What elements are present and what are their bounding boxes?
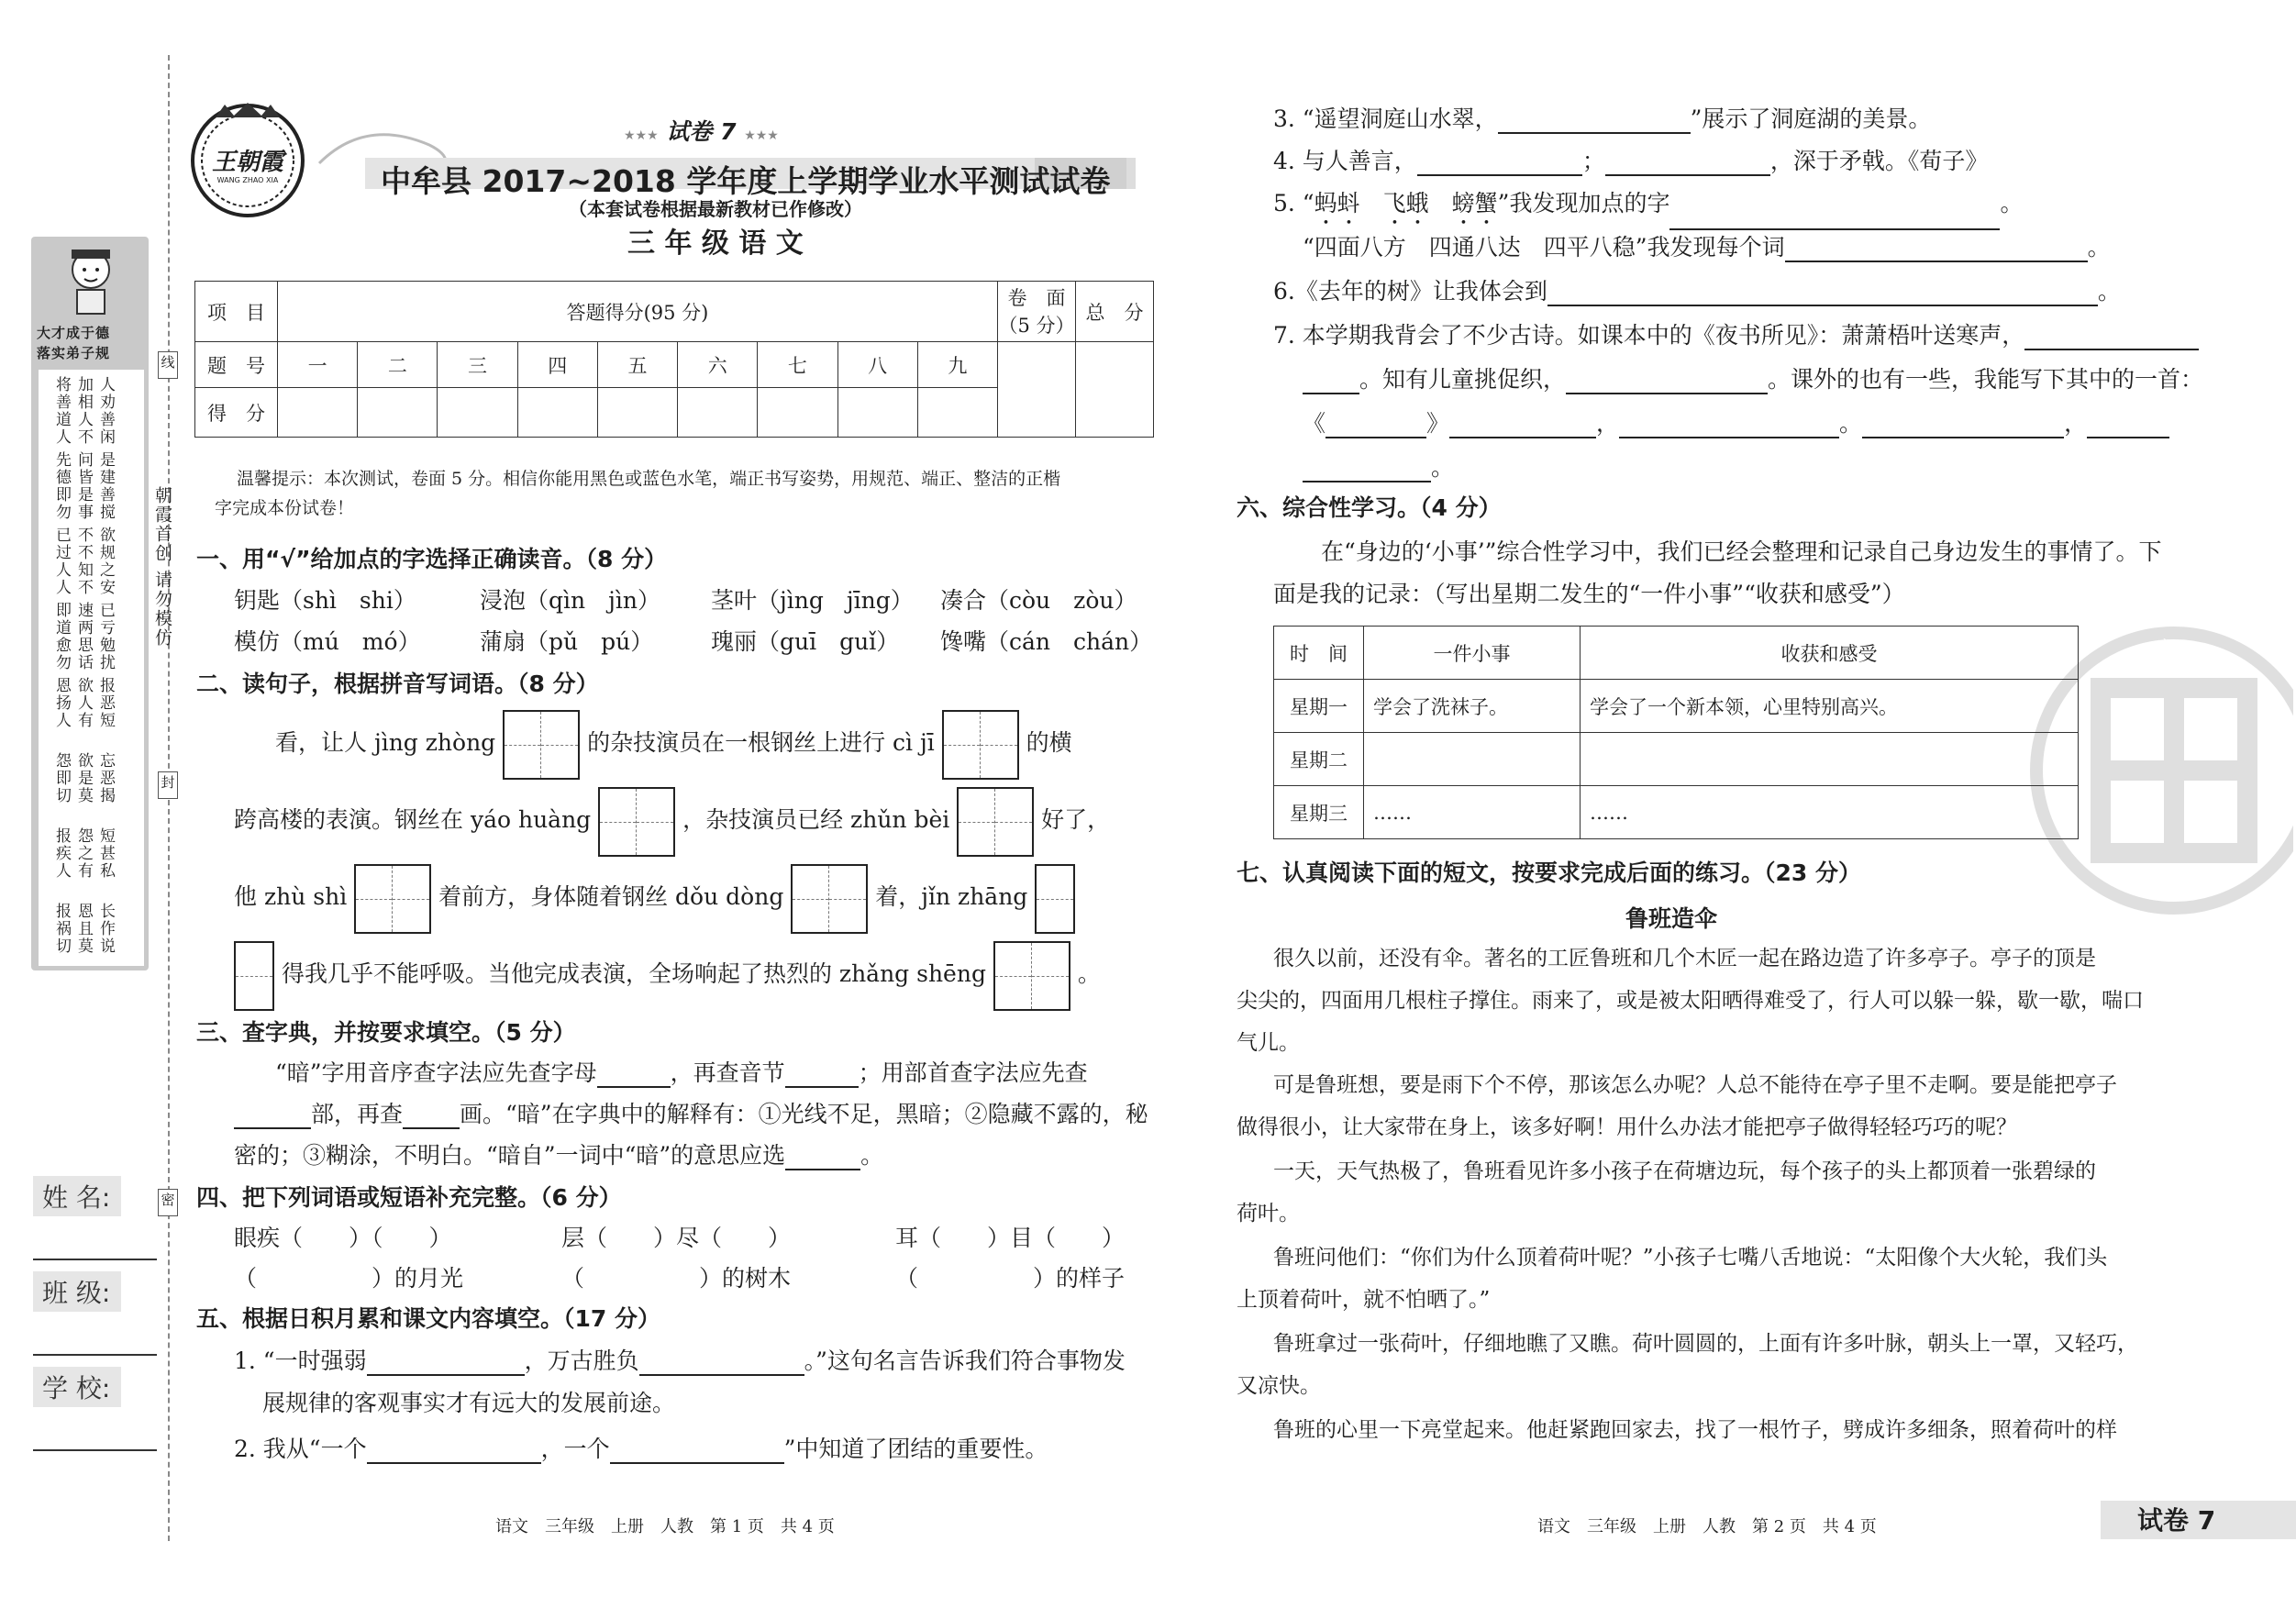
tian-grid[interactable] xyxy=(993,941,1070,1011)
score-table-neatness xyxy=(998,282,1076,342)
score-cell[interactable] xyxy=(597,388,677,438)
q4-title: 四、把下列词语或短语补充完整。（6 分） xyxy=(196,1184,622,1211)
q4-item[interactable]: 耳（ ）目（ ） xyxy=(895,1225,1126,1251)
q3-text: “暗”字用音序查字法应先查字母 xyxy=(275,1059,597,1086)
q5-text: 1. “一时强弱 xyxy=(234,1347,367,1374)
sidebar-verse-column: 怨即切 xyxy=(52,752,71,804)
neatness-score-cell[interactable] xyxy=(998,342,1076,438)
q1-title: 一、用“√”给加点的字选择正确读音。（8 分） xyxy=(196,546,668,572)
q2-line-3 xyxy=(234,862,1075,934)
neatness-label: 卷 面 xyxy=(1007,286,1066,309)
q3-text: 部，再查 xyxy=(311,1101,404,1127)
answer-blank[interactable] xyxy=(1449,415,1596,438)
r-item-4 xyxy=(1273,147,1988,176)
sidebar-verse-column: 欲人有 xyxy=(74,677,93,729)
article-line: 鲁班的心里一下亮堂起来。他赶紧跑回家去，找了一根竹子，劈成许多细条，照着荷叶的样 xyxy=(1273,1418,2117,1442)
qnum-6: 六 xyxy=(678,342,758,388)
r-text: 。 xyxy=(2000,190,2024,216)
article-line: 气儿。 xyxy=(1237,1031,1300,1055)
r-text: ，深于矛戟。《荀子》 xyxy=(1769,148,1989,174)
r-text: 6.《去年的树》让我体会到 xyxy=(1273,278,1547,305)
q4-item[interactable]: （ ）的月光 xyxy=(234,1265,464,1292)
tian-grid[interactable] xyxy=(957,787,1034,857)
sidebar-verse-column: 问皆是事 xyxy=(74,451,93,521)
exam-subject: 三 年 级 语 文 xyxy=(627,227,804,260)
article-title: 鲁班造伞 xyxy=(1625,905,1718,932)
q2-text: 好了， xyxy=(1041,806,1111,833)
sidebar-verse-column: 将善道人 xyxy=(52,376,71,446)
answer-blank[interactable] xyxy=(610,1440,784,1464)
field-class-label: 班 级: xyxy=(33,1271,121,1312)
q6-answer-cell[interactable] xyxy=(1581,733,2079,786)
bind-mark-3: 密 xyxy=(158,1189,178,1216)
answer-blank[interactable] xyxy=(1605,152,1770,176)
q2-title: 二、读句子，根据拼音写词语。（8 分） xyxy=(196,671,599,697)
r-item-7c xyxy=(1303,409,2169,438)
answer-blank[interactable] xyxy=(1303,371,1359,394)
q6-para-2: 面是我的记录：（写出星期二发生的“一件小事”“收获和感受”） xyxy=(1273,581,1905,607)
qnum-7: 七 xyxy=(758,342,837,388)
tian-grid[interactable] xyxy=(791,864,868,934)
score-cell[interactable] xyxy=(758,388,837,438)
field-class[interactable] xyxy=(33,1271,157,1356)
q6-cell: 星期三 xyxy=(1274,786,1364,839)
warm-tip-line-2: 字完成本份试卷！ xyxy=(215,498,355,518)
field-name-label: 姓 名: xyxy=(33,1176,121,1216)
q5-text: 。”这句名言告诉我们符合事物发 xyxy=(804,1347,1126,1374)
sidebar-verse-column: 已过人人 xyxy=(52,527,71,596)
sidebar-verse-column: 恩且莫 xyxy=(74,903,93,955)
tian-grid[interactable] xyxy=(1035,864,1075,934)
q3-text: ；用部首查字法应先查 xyxy=(858,1059,1088,1086)
r-item-7 xyxy=(1273,321,2199,350)
r-text: ”我发现加点的字 xyxy=(1497,190,1670,216)
q6-answer-cell[interactable] xyxy=(1364,733,1581,786)
answer-blank[interactable] xyxy=(2087,415,2169,438)
q6-title: 六、综合性学习。（4 分） xyxy=(1237,494,1502,521)
q6-header: 时 间 xyxy=(1274,627,1364,680)
sidebar-motto-2: 落实弟子规 xyxy=(37,345,111,361)
q5-item-1b: 展规律的客观事实才有远大的发展前途。 xyxy=(262,1390,676,1416)
q6-cell: 星期一 xyxy=(1274,680,1364,733)
q2-line-2 xyxy=(234,785,1110,857)
answer-blank[interactable] xyxy=(234,1105,311,1129)
q2-text: ，杂技演员已经 zhǔn bèi xyxy=(682,806,950,833)
r-text: 7. 本学期我背会了不少古诗。如课本中的《夜书所见》：萧萧梧叶送寒声， xyxy=(1273,322,2025,349)
r-item-7d xyxy=(1303,453,1454,482)
answer-blank[interactable] xyxy=(1862,415,2064,438)
q3-text: 。 xyxy=(860,1142,884,1169)
r-text: 5. “ xyxy=(1273,190,1314,216)
answer-blank[interactable] xyxy=(367,1352,525,1376)
q6-cell: …… xyxy=(1364,786,1581,839)
q2-text: 看，让人 jìng zhòng xyxy=(275,729,496,756)
answer-blank[interactable] xyxy=(1785,238,2088,262)
article-line: 鲁班拿过一张荷叶，仔细地瞧了又瞧。荷叶圆圆的，上面有许多叶脉，朝头上一罩，又轻巧， xyxy=(1273,1332,2138,1356)
stamp-text: 密 xyxy=(2156,637,2174,659)
r-item-6 xyxy=(1273,277,2121,306)
field-class-line[interactable] xyxy=(33,1354,157,1356)
tian-grid[interactable] xyxy=(234,941,274,1011)
tian-grid[interactable] xyxy=(503,710,580,780)
q4-item[interactable]: （ ）的样子 xyxy=(895,1265,1126,1292)
q7-title: 七、认真阅读下面的短文，按要求完成后面的练习。（23 分） xyxy=(1237,859,1861,886)
sidebar-verse-column: 先德即勿 xyxy=(52,451,71,521)
r-text: ”展示了洞庭湖的美景。 xyxy=(1690,105,1932,132)
answer-blank[interactable] xyxy=(785,1147,860,1170)
star-icon: ★★★ xyxy=(744,128,779,143)
sidebar-verse-column: 加相人不 xyxy=(74,376,93,446)
q4-item[interactable]: 眼疾（ ）（ ） xyxy=(234,1225,452,1251)
score-table-qnum-label: 题 号 xyxy=(195,342,278,388)
star-icon: ★★★ xyxy=(624,128,659,143)
q4-item[interactable]: 层（ ）尽（ ） xyxy=(561,1225,792,1251)
article-line: 尖尖的，四面用几根柱子撑住。雨来了，或是被太阳晒得难受了，行人可以躲一躲，歇一歇，喘口 xyxy=(1237,989,2144,1013)
sidebar-verse-column: 速两思话 xyxy=(74,602,93,671)
bind-mark-1: 线 xyxy=(158,351,178,379)
score-table-score-label: 得 分 xyxy=(195,388,278,438)
q3-text: 密的；③糊涂，不明白。“暗自”一词中“暗”的意思应选 xyxy=(234,1142,786,1169)
score-cell[interactable] xyxy=(917,388,997,438)
score-cell[interactable] xyxy=(438,388,517,438)
r-text: 。课外的也有一些，我能写下其中的一首： xyxy=(1768,366,2204,393)
footer-left: 语文 三年级 上册 人教 第 1 页 共 4 页 xyxy=(495,1517,835,1536)
q3-text: ，再查音节 xyxy=(670,1059,785,1086)
answer-blank[interactable] xyxy=(1303,459,1431,482)
q2-text: 着，jǐn zhāng xyxy=(875,883,1028,910)
r-word: 蚂蚪 xyxy=(1314,190,1360,216)
r-text: 。 xyxy=(2097,278,2121,305)
sidebar-verse-column: 长作说 xyxy=(96,903,115,955)
footer-badge: 试卷 7 xyxy=(2137,1505,2216,1536)
q5-text: ，一个 xyxy=(540,1436,610,1462)
sidebar-verse-column: 欲是莫 xyxy=(74,752,93,804)
score-cell[interactable] xyxy=(278,388,358,438)
sidebar-verse-column: 报祸切 xyxy=(52,903,71,955)
q1-item[interactable]: 钥匙（shì shi） xyxy=(234,587,416,614)
mascot-icon xyxy=(59,244,123,317)
r-item-5b xyxy=(1303,233,2111,262)
answer-blank[interactable] xyxy=(403,1105,460,1129)
q5-text: 2. 我从“一个 xyxy=(234,1436,367,1462)
r-text: “四面八方 四通八达 四平八稳”我发现每个词 xyxy=(1303,234,1785,261)
sidebar-verse-column: 恩扬人 xyxy=(52,677,71,729)
sidebar-verse-column: 短甚私 xyxy=(96,827,115,880)
sidebar-verse-column: 即道愈勿 xyxy=(52,602,71,671)
r-text: 3. “遥望洞庭山水翠， xyxy=(1273,105,1498,132)
q6-cell: 学会了洗袜子。 xyxy=(1364,680,1581,733)
q2-text: 的横 xyxy=(1026,729,1072,756)
sidebar-verse-column: 报恶短 xyxy=(96,677,115,729)
sidebar-verse-column: 是建善搅 xyxy=(96,451,115,521)
qnum-4: 四 xyxy=(517,342,597,388)
q2-line-4 xyxy=(234,939,1101,1011)
sidebar-verse-column: 欲规之安 xyxy=(96,527,115,596)
q6-record-table xyxy=(1273,626,2079,839)
neatness-points: （5 分） xyxy=(998,314,1075,337)
q5-item-2 xyxy=(234,1435,1048,1464)
tian-grid[interactable] xyxy=(354,864,431,934)
total-score-cell[interactable] xyxy=(1076,342,1154,438)
tian-grid[interactable] xyxy=(598,787,675,857)
r-text: 。 xyxy=(1839,410,1863,437)
q6-cell: …… xyxy=(1581,786,2079,839)
r-text: 4. 与人善言， xyxy=(1273,148,1417,174)
article-line: 做得很小，让大家带在身上，该多好啊！用什么办法才能把亭子做得轻轻巧巧的呢？ xyxy=(1237,1115,2017,1139)
r-text: 。知有儿童挑促织， xyxy=(1359,366,1567,393)
r-word: 螃蟹 xyxy=(1451,190,1498,216)
q2-text: 。 xyxy=(1077,960,1101,987)
q1-item[interactable]: 浸泡（qìn jìn） xyxy=(480,587,660,614)
r-text: ， xyxy=(2064,410,2088,437)
logo-subtext: WANG ZHAO XIA xyxy=(216,176,279,184)
q6-header: 收获和感受 xyxy=(1581,627,2079,680)
r-text: 》 xyxy=(1426,410,1450,437)
logo xyxy=(188,101,307,220)
score-cell[interactable] xyxy=(358,388,438,438)
logo-text: 王朝霞 xyxy=(211,149,283,176)
field-name-line[interactable] xyxy=(33,1259,157,1260)
score-table-total: 总 分 xyxy=(1076,282,1154,342)
answer-blank[interactable] xyxy=(1547,283,2098,306)
q3-text: 画。“暗”在字典中的解释有：①光线不足，黑暗；②隐藏不露的，秘 xyxy=(460,1101,1148,1127)
tian-grid[interactable] xyxy=(942,710,1019,780)
score-cell[interactable] xyxy=(517,388,597,438)
r-item-3 xyxy=(1273,105,1931,134)
q1-item[interactable]: 馋嘴（cán chán） xyxy=(940,628,1153,655)
paper-badge xyxy=(624,114,779,147)
article-line: 很久以前，还没有伞。著名的工匠鲁班和几个木匠一起在路边造了许多亭子。亭子的顶是 xyxy=(1273,947,2096,970)
bind-mark-2: 封 xyxy=(158,771,178,799)
q2-text: 跨高楼的表演。钢丝在 yáo huàng xyxy=(234,806,592,833)
answer-blank[interactable] xyxy=(1566,371,1768,394)
article-line: 一天，天气热极了，鲁班看见许多小孩子在荷塘边玩，每个孩子的头上都顶着一张碧绿的 xyxy=(1273,1159,2096,1183)
score-cell[interactable] xyxy=(837,388,917,438)
q2-text: 他 zhù shì xyxy=(234,883,348,910)
q1-item[interactable]: 凑合（còu zòu） xyxy=(940,587,1137,614)
warm-tip-line-1: 温馨提示：本次测试，卷面 5 分。相信你能用黑色或蓝色水笔，端正书写姿势，用规范、端正、整洁的正楷 xyxy=(237,469,1061,489)
article-line: 又凉快。 xyxy=(1237,1374,1321,1398)
q5-text: ，万古胜负 xyxy=(524,1347,639,1374)
r-text: ； xyxy=(1581,148,1605,174)
qnum-5: 五 xyxy=(597,342,677,388)
r-text: 。 xyxy=(1431,454,1455,481)
score-table-answer-score: 答题得分(95 分) xyxy=(278,282,998,342)
q1-item[interactable]: 瑰丽（guī guǐ） xyxy=(711,628,900,655)
q3-title: 三、查字典，并按要求填空。（5 分） xyxy=(196,1019,576,1046)
q3-line-3 xyxy=(234,1141,883,1170)
article-line: 可是鲁班想，要是雨下个不停，那该怎么办呢？人总不能待在亭子里不走啊。要是能把亭子 xyxy=(1273,1073,2117,1097)
warm-tip xyxy=(215,464,1154,523)
qnum-2: 二 xyxy=(358,342,438,388)
qnum-3: 三 xyxy=(438,342,517,388)
sidebar-motto-1: 大才成于德 xyxy=(37,325,111,341)
qnum-8: 八 xyxy=(837,342,917,388)
q2-text: 得我几乎不能呼吸。当他完成表演，全场响起了热烈的 zhǎng shēng xyxy=(281,960,986,987)
score-cell[interactable] xyxy=(678,388,758,438)
sidebar-note-1: 朝霞首创 xyxy=(152,486,172,563)
field-school-label: 学 校: xyxy=(33,1367,121,1407)
q5-text: ”中知道了团结的重要性。 xyxy=(783,1436,1048,1462)
answer-blank[interactable] xyxy=(639,1352,804,1376)
field-school-line[interactable] xyxy=(33,1449,157,1451)
answer-blank[interactable] xyxy=(1619,415,1839,438)
q2-text: 的杂技演员在一根钢丝上进行 cì jī xyxy=(587,729,935,756)
answer-blank[interactable] xyxy=(785,1064,859,1088)
field-school[interactable] xyxy=(33,1367,157,1451)
q6-para-1: 在“身边的‘小事’”综合性学习中，我们已经会整理和记录自己身边发生的事情了。下 xyxy=(1321,538,2162,565)
footer-right: 语文 三年级 上册 人教 第 2 页 共 4 页 xyxy=(1537,1517,1877,1536)
r-item-7b xyxy=(1303,365,2203,394)
sidebar-verse-column: 不不知不 xyxy=(74,527,93,596)
article-line: 荷叶。 xyxy=(1237,1202,1300,1225)
q5-item-1 xyxy=(234,1347,1126,1376)
answer-blank[interactable] xyxy=(597,1064,671,1088)
exam-title: 中牟县 2017~2018 学年度上学期学业水平测试试卷 xyxy=(381,163,1111,199)
answer-blank[interactable] xyxy=(367,1440,541,1464)
answer-blank[interactable] xyxy=(1498,110,1691,134)
sidebar-verse-column: 已亏勉扰 xyxy=(96,602,115,671)
q2-text: 着前方，身体随着钢丝 dǒu dòng xyxy=(438,883,784,910)
qnum-9: 九 xyxy=(917,342,997,388)
sidebar-verse-column: 人劝善闲 xyxy=(96,376,115,446)
r-text: 。 xyxy=(2087,234,2111,261)
answer-blank[interactable] xyxy=(1417,152,1582,176)
score-table-item: 项 目 xyxy=(195,282,278,342)
r-text: ， xyxy=(1596,410,1620,437)
sidebar-verse-column: 报疾人 xyxy=(52,827,71,880)
r-text: 《 xyxy=(1303,410,1326,437)
sidebar-verse-column: 怨之有 xyxy=(74,827,93,880)
q3-line-2 xyxy=(234,1100,1148,1129)
field-name[interactable] xyxy=(33,1176,157,1260)
r-word: 飞蛾 xyxy=(1382,190,1429,216)
q6-cell: 星期二 xyxy=(1274,733,1364,786)
q3-line-1 xyxy=(275,1059,1088,1088)
exam-subtitle: （本套试卷根据最新教材已作修改） xyxy=(569,198,862,220)
paper-badge-text: 试卷 7 xyxy=(666,118,737,145)
answer-blank[interactable] xyxy=(2024,327,2199,350)
q5-title: 五、根据日积月累和课文内容填空。（17 分） xyxy=(196,1305,660,1332)
r-item-5 xyxy=(1273,189,2023,230)
score-table xyxy=(194,281,1154,438)
sidebar-note-2: 请勿模仿 xyxy=(152,571,172,648)
q6-cell: 学会了一个新本领，心里特别高兴。 xyxy=(1581,680,2079,733)
q1-item[interactable]: 模仿（mú mó） xyxy=(234,628,421,655)
answer-blank[interactable] xyxy=(1325,415,1426,438)
sidebar-columns xyxy=(42,376,143,963)
q1-item[interactable]: 茎叶（jìng jīng） xyxy=(711,587,914,614)
q2-line-1 xyxy=(275,708,1072,780)
qnum-1: 一 xyxy=(278,342,358,388)
article-line: 鲁班问他们：“你们为什么顶着荷叶呢？”小孩子七嘴八舌地说：“太阳像个大火轮，我们头 xyxy=(1273,1246,2108,1270)
sidebar-verse-column: 忘恶揭 xyxy=(96,752,115,804)
q4-item[interactable]: （ ）的树木 xyxy=(561,1265,792,1292)
q6-header: 一件小事 xyxy=(1364,627,1581,680)
q1-item[interactable]: 蒲扇（pǔ pú） xyxy=(480,628,654,655)
answer-blank[interactable] xyxy=(1669,206,2000,230)
article-line: 上顶着荷叶，就不怕晒了。” xyxy=(1237,1288,1491,1312)
